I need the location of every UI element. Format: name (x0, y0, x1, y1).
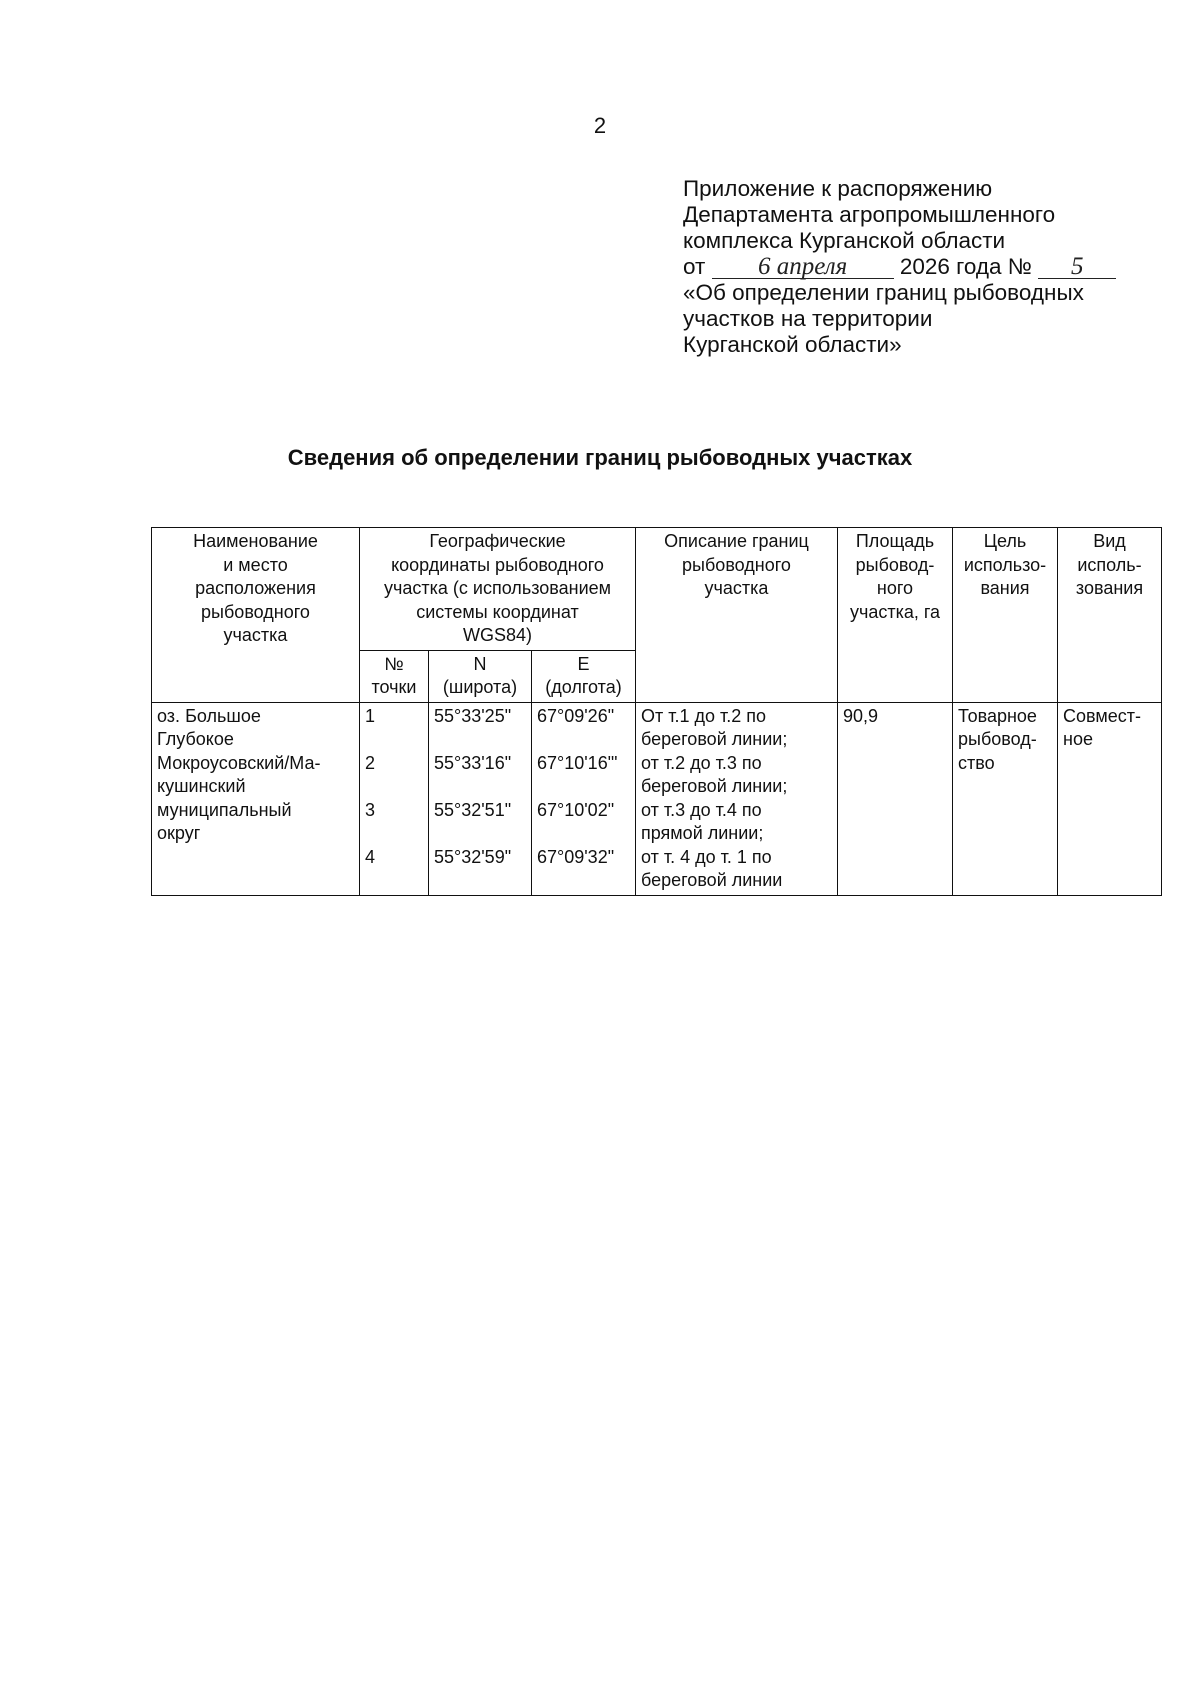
appendix-line-5: «Об определении границ рыбоводных (683, 280, 1084, 305)
point-lat: 55°33'25" (434, 705, 512, 726)
header-coords: Географические координаты рыбоводного участка (с использованием системы координат WGS84) (360, 528, 636, 651)
handwritten-number: 5 (1038, 256, 1116, 279)
cell-usage: Совмест- ное (1058, 702, 1162, 895)
handwritten-date: 6 апреля (712, 256, 894, 279)
appendix-line-1: Приложение к распоряжению (683, 176, 993, 201)
header-name: Наименование и место расположения рыбоводного участка (152, 528, 360, 703)
appendix-block (683, 176, 1183, 358)
appendix-line-3: комплекса Курганской области (683, 228, 1006, 253)
header-row-1 (152, 528, 1162, 651)
appendix-date-line (683, 254, 1183, 280)
header-purpose: Цель использо- вания (953, 528, 1058, 703)
point-lon: 67°10'02" (537, 799, 615, 820)
header-lon: E (долгота) (532, 650, 636, 702)
point-no: 2 (365, 752, 376, 773)
date-prefix: от (683, 254, 706, 279)
cell-area: 90,9 (838, 702, 953, 895)
appendix-line-2: Департамента агропромышленного (683, 202, 1056, 227)
cell-latitudes (429, 702, 532, 895)
point-no: 1 (365, 705, 376, 726)
point-lon: 67°10'16"' (537, 752, 618, 773)
cell-purpose: Товарное рыбовод- ство (953, 702, 1058, 895)
document-title: Сведения об определении границ рыбоводных участках (287, 445, 913, 470)
point-lat: 55°32'51" (434, 799, 512, 820)
page-number: 2 (593, 113, 607, 138)
appendix-line-7: Курганской области» (683, 332, 902, 357)
header-usage: Вид исполь- зования (1058, 528, 1162, 703)
point-lon: 67°09'32" (537, 846, 615, 867)
date-suffix: 2026 года № (899, 254, 1032, 279)
point-no: 3 (365, 799, 376, 820)
fish-area-table (151, 527, 1162, 896)
cell-name: оз. Большое Глубокое Мокроусовский/Ма- кушинский муниципальный округ (152, 702, 360, 895)
cell-point-numbers (360, 702, 429, 895)
cell-longitudes (532, 702, 636, 895)
point-lat: 55°32'59" (434, 846, 512, 867)
table-row (152, 702, 1162, 895)
cell-boundaries: От т.1 до т.2 по береговой линии; от т.2 до т.3 по береговой линии; от т.3 до т.4 по прямой линии; от т. 4 до т. 1 по береговой линии (636, 702, 838, 895)
header-boundaries: Описание границ рыбоводного участка (636, 528, 838, 703)
appendix-line-6: участков на территории (683, 306, 933, 331)
header-point-no: № точки (360, 650, 429, 702)
header-area: Площадь рыбовод- ного участка, га (838, 528, 953, 703)
header-lat: N (широта) (429, 650, 532, 702)
point-no: 4 (365, 846, 376, 867)
point-lon: 67°09'26" (537, 705, 615, 726)
point-lat: 55°33'16" (434, 752, 512, 773)
